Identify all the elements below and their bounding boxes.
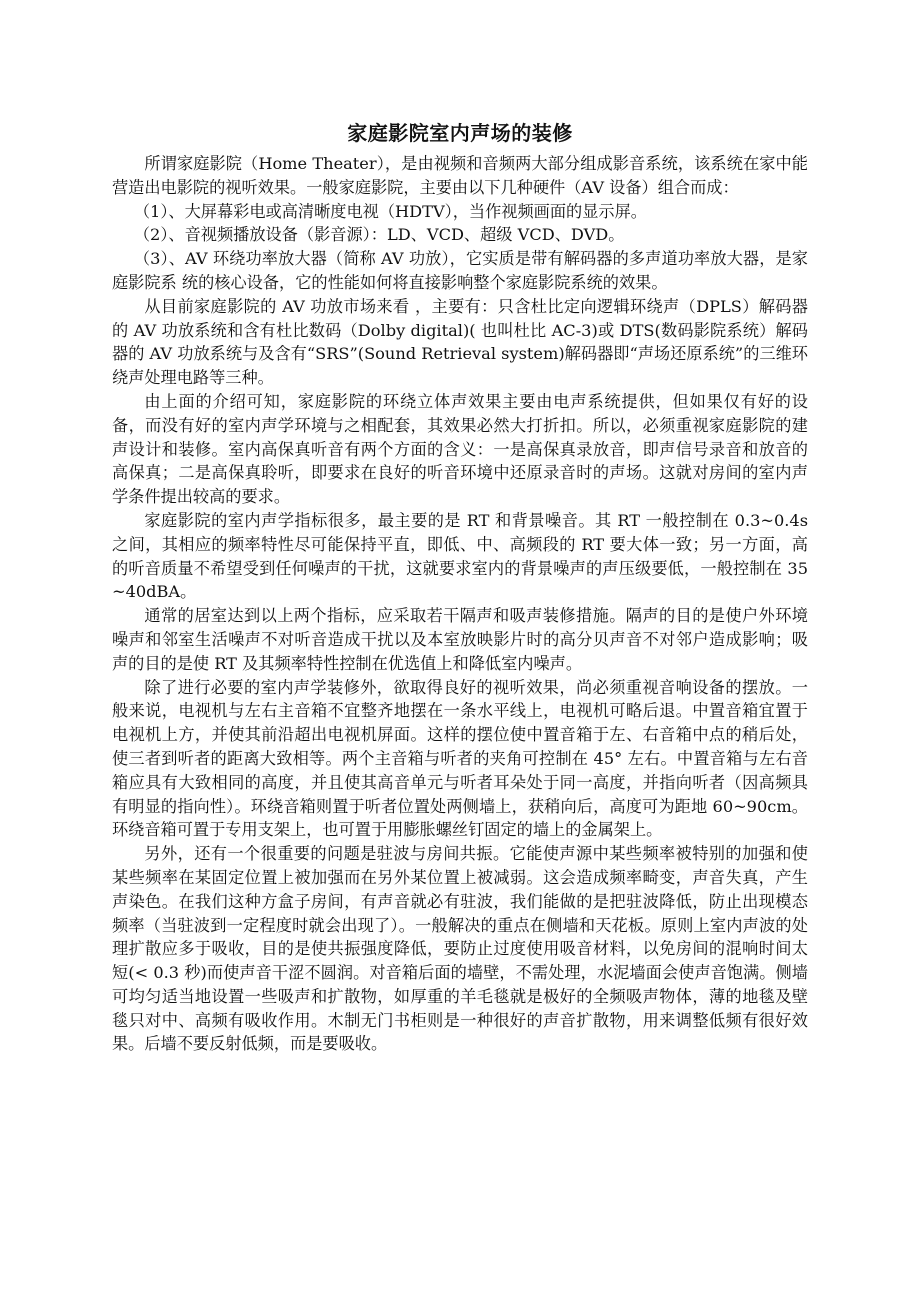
list-item-1: （1）、大屏幕彩电或高清晰度电视（HDTV），当作视频画面的显示屏。 bbox=[133, 201, 647, 221]
speaker-placement-paragraph: 除了进行必要的室内声学装修外，欲取得良好的视听效果，尚必须重视音响设备的摆放。一般来说，电视机与左右主音箱不宜整齐地摆在一条水平线上，电视机可略后退。中置音箱宜置于电视机上方，并使其前沿超出电视机屏面。这样的摆位使中置音箱于左、右音箱中点的稍后处，使三者到听者的距离大致相等。两个主音箱与听者的夹角可控制在 45° 左右。中置音箱与左右音箱应具有大致相同的高度，并且使其高音单元与听者耳朵处于同一高度，并指向听者（因高频具有明显的指向性）。环绕音箱则置于听者位置处两侧墙上，获稍向后，高度可为距地 60~90cm。环绕音箱可置于专用支架上，也可置于用膨胀螺丝钉固定的墙上的金属架上。 bbox=[112, 677, 808, 840]
list-item-2: （2）、音视频播放设备（影音源）：LD、VCD、超级 VCD、DVD。 bbox=[133, 225, 625, 245]
acoustic-indicators-paragraph: 家庭影院的室内声学指标很多，最主要的是 RT 和背景噪音。其 RT 一般控制在 0.3~0.4s 之间，其相应的频率特性尽可能保持平直，即低、中、高频段的 RT 要大体一致；另一方面，高的听音质量不希望受到任何噪声的干扰，这就要求室内的背景噪声的声压级要低，一般控制在 35~40dBA。 bbox=[112, 510, 808, 602]
document-page bbox=[112, 118, 808, 1056]
sound-insulation-paragraph: 通常的居室达到以上两个指标，应采取若干隔声和吸声装修措施。隔声的目的是使户外环境噪声和邻室生活噪声不对听音造成干扰以及本室放映影片时的高分贝声音不对邻户造成影响；吸声的目的是使 RT 及其频率特性控制在优选值上和降低室内噪声。 bbox=[112, 606, 808, 673]
standing-wave-paragraph: 另外，还有一个很重要的问题是驻波与房间共振。它能使声源中某些频率被特别的加强和使某些频率在某固定位置上被加强而在另外某位置上被减弱。这会造成频率畸变，声音失真，产生声染色。在我们这种方盒子房间，有声音就必有驻波，我们能做的是把驻波降低，防止出现模态频率（当驻波到一定程度时就会出现了）。一般解决的重点在侧墙和天花板。原则上室内声波的处理扩散应多于吸收，目的是使共振强度降低，要防止过度使用吸音材料，以免房间的混响时间太短(< 0.3 秒)而使声音干涩不圆润。对音箱后面的墙壁，不需处理，水泥墙面会使声音饱满。侧墙可均匀适当地设置一些吸声和扩散物，如厚重的羊毛毯就是极好的全频吸声物体，薄的地毯及壁毯只对中、高频有吸收作用。木制无门书柜则是一种很好的声音扩散物，用来调整低频有很好效果。后墙不要反射低频，而是要吸收。 bbox=[112, 844, 808, 1054]
av-amplifier-paragraph: 从目前家庭影院的 AV 功放市场来看 ，主要有：只含杜比定向逻辑环绕声（DPLS）解码器的 AV 功放系统和含有杜比数码（Dolby digital)( 也叫杜比 AC-3)或 DTS(数码影院系统）解码器的 AV 功放系统与及含有“SRS”(Sound Retrieval system)解码器即“声场还原系统”的三维环绕声处理电路等三种。 bbox=[112, 296, 808, 388]
list-item-3: （3）、AV 环绕功率放大器（简称 AV 功放），它实质是带有解码器的多声道功率放大器，是家庭影院系 统的核心设备，它的性能如何将直接影响整个家庭影院系统的效果。 bbox=[112, 249, 808, 292]
document-title: 家庭影院室内声场的装修 bbox=[347, 121, 573, 145]
intro-paragraph: 所谓家庭影院（Home Theater），是由视频和音频两大部分组成影音系统，该系统在家中能营造出电影院的视听效果。一般家庭影院，主要由以下几种硬件（AV 设备）组合而成： bbox=[112, 154, 808, 197]
acoustic-environment-paragraph: 由上面的介绍可知，家庭影院的环绕立体声效果主要由电声系统提供，但如果仅有好的设备，而没有好的室内声学环境与之相配套，其效果必然大打折扣。所以，必须重视家庭影院的建声设计和装修。室内高保真听音有两个方面的含义：一是高保真录放音，即声信号录音和放音的高保真；二是高保真聆听，即要求在良好的听音环境中还原录音时的声场。这就对房间的室内声学条件提出较高的要求。 bbox=[112, 391, 808, 507]
